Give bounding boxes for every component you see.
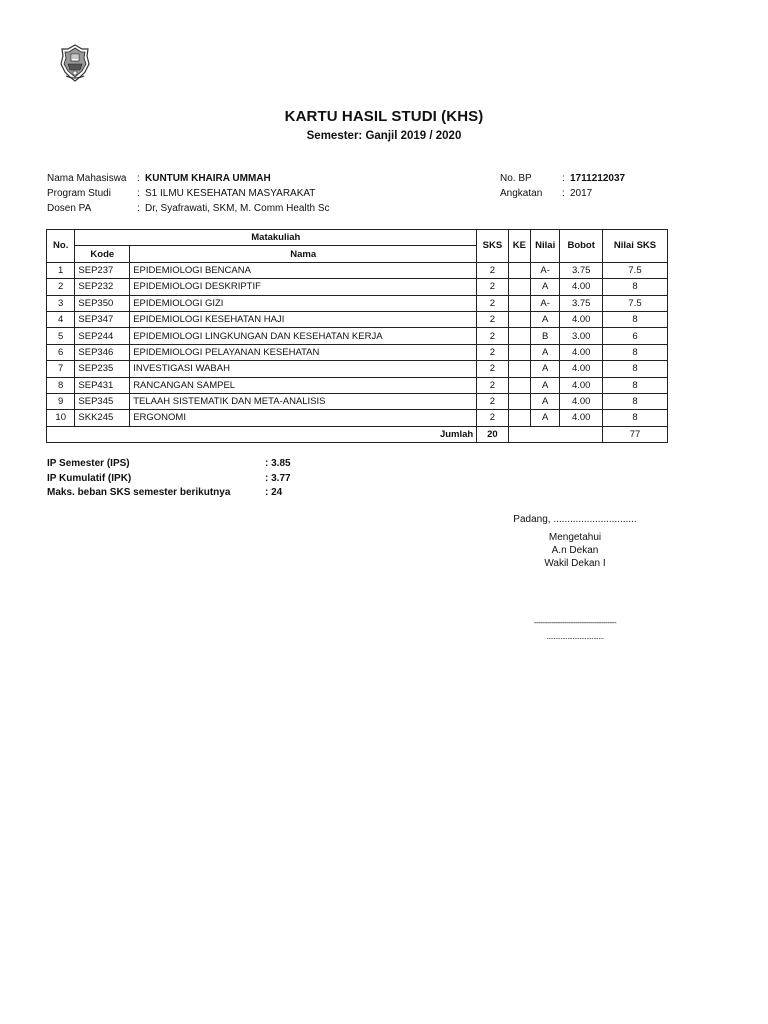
cell-nama: EPIDEMIOLOGI LINGKUNGAN DAN KESEHATAN KERJA — [130, 328, 477, 344]
cell-no: 9 — [47, 393, 75, 409]
header-kode: Kode — [75, 246, 130, 262]
cell-sks: 2 — [477, 393, 508, 409]
student-name-value: KUNTUM KHAIRA UMMAH — [145, 173, 271, 184]
page-title: KARTU HASIL STUDI (KHS) — [284, 108, 484, 125]
cell-sks: 2 — [477, 262, 508, 278]
cell-nama: EPIDEMIOLOGI GIZI — [130, 295, 477, 311]
cell-ke — [508, 328, 530, 344]
cell-nilai-sks: 7.5 — [603, 295, 668, 311]
cell-ke — [508, 393, 530, 409]
table-row — [47, 344, 668, 360]
signature-name-line: -------------------------------------- — [533, 618, 617, 627]
table-row — [47, 393, 668, 409]
ips-row — [47, 457, 291, 472]
cell-kode: SEP347 — [75, 311, 130, 327]
angkatan-value: 2017 — [570, 188, 593, 199]
cell-nilai-sks: 8 — [603, 311, 668, 327]
student-name-row — [47, 171, 330, 186]
cell-ke — [508, 377, 530, 393]
cell-nilai: A — [530, 279, 559, 295]
cell-nilai: A- — [530, 262, 559, 278]
cell-nama: INVESTIGASI WABAH — [130, 361, 477, 377]
cell-no: 6 — [47, 344, 75, 360]
cell-kode: SEP235 — [75, 361, 130, 377]
cell-ke — [508, 279, 530, 295]
table-header-row — [47, 230, 668, 246]
ipk-row — [47, 472, 291, 487]
cell-ke — [508, 295, 530, 311]
program-label: Program Studi — [47, 188, 111, 199]
cell-bobot: 4.00 — [560, 344, 603, 360]
colon: : — [562, 173, 565, 184]
cell-no: 7 — [47, 361, 75, 377]
cell-nilai-sks: 8 — [603, 410, 668, 426]
cell-nama: EPIDEMIOLOGI PELAYANAN KESEHATAN — [130, 344, 477, 360]
advisor-row — [47, 201, 330, 216]
semester-subtitle: Semester: Ganjil 2019 / 2020 — [306, 130, 462, 142]
cell-nilai-sks: 8 — [603, 377, 668, 393]
header-ke: KE — [508, 230, 530, 263]
cell-bobot: 4.00 — [560, 361, 603, 377]
table-row — [47, 262, 668, 278]
grades-table — [46, 229, 668, 443]
cell-kode: SEP244 — [75, 328, 130, 344]
cell-nilai: A — [530, 377, 559, 393]
table-row — [47, 377, 668, 393]
footer-sks-total: 20 — [477, 426, 508, 442]
signature-place-date: Padang, .............................. — [513, 514, 637, 525]
ip-summary — [47, 457, 291, 501]
cell-bobot: 3.00 — [560, 328, 603, 344]
table-row — [47, 311, 668, 327]
cell-bobot: 4.00 — [560, 410, 603, 426]
header-nilai: Nilai — [530, 230, 559, 263]
cell-nilai: A — [530, 393, 559, 409]
cell-no: 2 — [47, 279, 75, 295]
table-row — [47, 361, 668, 377]
program-value: S1 ILMU KESEHATAN MASYARAKAT — [145, 188, 316, 199]
cell-kode: SEP346 — [75, 344, 130, 360]
cell-nilai: A- — [530, 295, 559, 311]
max-sks-label: Maks. beban SKS semester berikutnya — [47, 487, 231, 498]
max-sks-value: : 24 — [265, 487, 283, 498]
footer-nilai-sks-total: 77 — [603, 426, 668, 442]
table-footer-row — [47, 426, 668, 442]
footer-empty — [508, 426, 602, 442]
cell-sks: 2 — [477, 344, 508, 360]
cell-nilai: A — [530, 311, 559, 327]
cell-kode: SEP232 — [75, 279, 130, 295]
advisor-label: Dosen PA — [47, 203, 92, 214]
cell-bobot: 4.00 — [560, 377, 603, 393]
cell-nama: ERGONOMI — [130, 410, 477, 426]
signature-position: Wakil Dekan I — [544, 558, 606, 569]
angkatan-row — [500, 186, 625, 201]
university-emblem-logo — [60, 44, 90, 82]
cell-no: 10 — [47, 410, 75, 426]
cell-nilai-sks: 6 — [603, 328, 668, 344]
colon: : — [137, 203, 140, 214]
cell-ke — [508, 311, 530, 327]
cell-bobot: 4.00 — [560, 311, 603, 327]
footer-jumlah-label: Jumlah — [47, 426, 477, 442]
cell-nama: RANCANGAN SAMPEL — [130, 377, 477, 393]
student-info-right — [500, 171, 625, 201]
cell-sks: 2 — [477, 328, 508, 344]
cell-nilai-sks: 8 — [603, 344, 668, 360]
cell-sks: 2 — [477, 377, 508, 393]
cell-ke — [508, 262, 530, 278]
cell-nama: EPIDEMIOLOGI BENCANA — [130, 262, 477, 278]
cell-bobot: 4.00 — [560, 279, 603, 295]
cell-sks: 2 — [477, 279, 508, 295]
cell-sks: 2 — [477, 311, 508, 327]
cell-no: 1 — [47, 262, 75, 278]
header-sks: SKS — [477, 230, 508, 263]
signature-id-line: ................................. — [546, 632, 604, 641]
table-row — [47, 410, 668, 426]
bp-label: No. BP — [500, 173, 532, 184]
header-matakuliah: Matakuliah — [75, 230, 477, 246]
bp-value: 1711212037 — [570, 173, 626, 184]
header-nama: Nama — [130, 246, 477, 262]
cell-sks: 2 — [477, 410, 508, 426]
program-row — [47, 186, 330, 201]
header-no: No. — [47, 230, 75, 263]
cell-nilai-sks: 8 — [603, 361, 668, 377]
cell-nilai: B — [530, 328, 559, 344]
colon: : — [137, 188, 140, 199]
cell-ke — [508, 344, 530, 360]
ips-label: IP Semester (IPS) — [47, 458, 130, 469]
cell-bobot: 3.75 — [560, 295, 603, 311]
student-info-left — [47, 171, 330, 216]
signature-block — [495, 514, 655, 644]
cell-nama: TELAAH SISTEMATIK DAN META-ANALISIS — [130, 393, 477, 409]
ipk-label: IP Kumulatif (IPK) — [47, 472, 132, 484]
header-bobot: Bobot — [560, 230, 603, 263]
cell-ke — [508, 361, 530, 377]
cell-nilai-sks: 7.5 — [603, 262, 668, 278]
cell-sks: 2 — [477, 361, 508, 377]
ips-value: : 3.85 — [265, 458, 291, 469]
cell-no: 8 — [47, 377, 75, 393]
table-row — [47, 295, 668, 311]
cell-no: 3 — [47, 295, 75, 311]
cell-bobot: 4.00 — [560, 393, 603, 409]
ipk-value: : 3.77 — [265, 472, 291, 484]
cell-nilai: A — [530, 410, 559, 426]
table-row — [47, 328, 668, 344]
cell-kode: SEP431 — [75, 377, 130, 393]
cell-nilai-sks: 8 — [603, 393, 668, 409]
bp-row — [500, 171, 625, 186]
cell-nilai: A — [530, 361, 559, 377]
cell-kode: SEP350 — [75, 295, 130, 311]
cell-sks: 2 — [477, 295, 508, 311]
signature-on-behalf: A.n Dekan — [551, 545, 599, 556]
cell-nilai: A — [530, 344, 559, 360]
cell-nama: EPIDEMIOLOGI KESEHATAN HAJI — [130, 311, 477, 327]
header-nilai-sks: Nilai SKS — [603, 230, 668, 263]
angkatan-label: Angkatan — [500, 188, 543, 199]
cell-no: 4 — [47, 311, 75, 327]
cell-no: 5 — [47, 328, 75, 344]
colon: : — [137, 173, 140, 184]
cell-bobot: 3.75 — [560, 262, 603, 278]
cell-ke — [508, 410, 530, 426]
cell-kode: SKK245 — [75, 410, 130, 426]
advisor-value: Dr, Syafrawati, SKM, M. Comm Health Sc — [145, 203, 330, 214]
signature-acknowledged: Mengetahui — [548, 532, 602, 543]
cell-nama: EPIDEMIOLOGI DESKRIPTIF — [130, 279, 477, 295]
max-sks-row — [47, 486, 291, 501]
student-name-label: Nama Mahasiswa — [47, 173, 127, 184]
table-row — [47, 279, 668, 295]
cell-kode: SEP345 — [75, 393, 130, 409]
colon: : — [562, 188, 565, 199]
cell-nilai-sks: 8 — [603, 279, 668, 295]
cell-kode: SEP237 — [75, 262, 130, 278]
